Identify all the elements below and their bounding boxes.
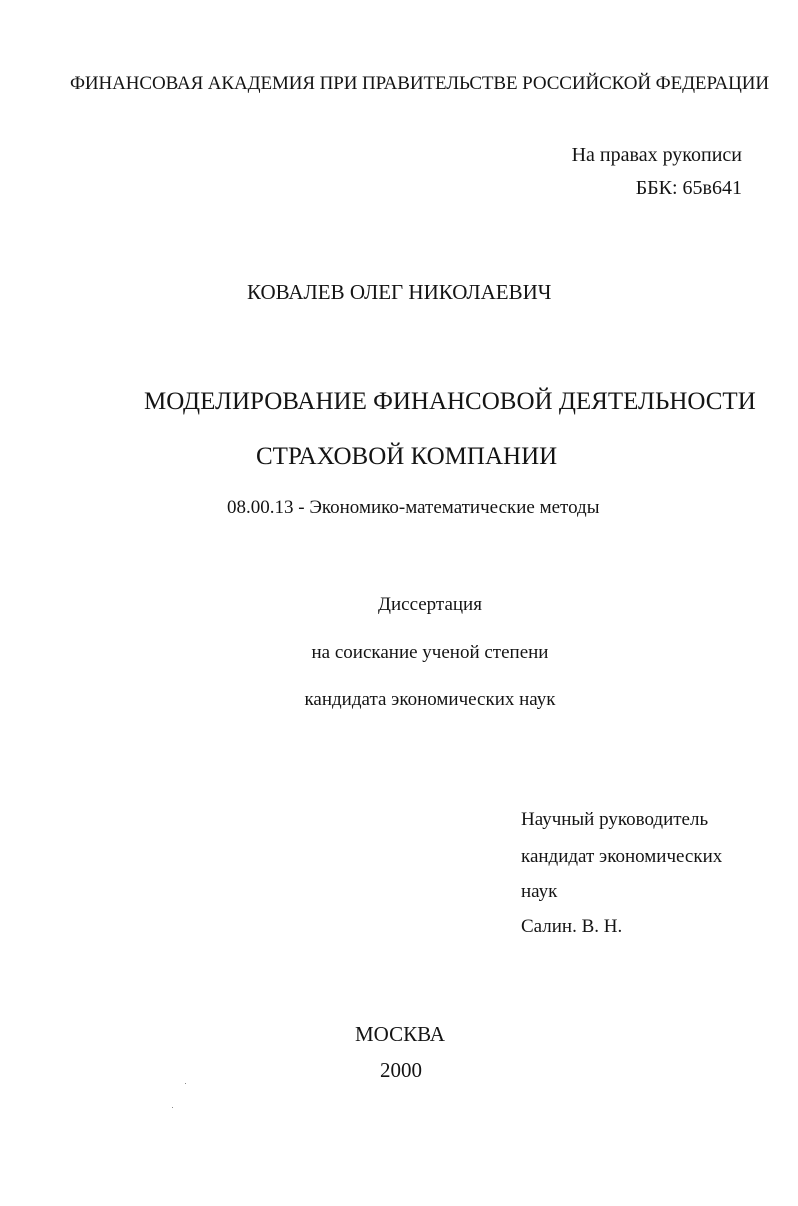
degree-line-1: на соискание ученой степени <box>311 642 549 663</box>
rights-note: На правах рукописи <box>571 144 742 166</box>
city: МОСКВА <box>355 1022 445 1046</box>
supervisor-line-1: Научный руководитель <box>521 809 709 830</box>
title-line-1: МОДЕЛИРОВАНИЕ ФИНАНСОВОЙ ДЕЯТЕЛЬНОСТИ <box>144 388 756 415</box>
degree-line-2: кандидата экономических наук <box>304 689 556 710</box>
supervisor-line-3: наук <box>521 881 558 902</box>
scan-speck <box>185 1083 186 1084</box>
specialty: 08.00.13 - Экономико-математические методы <box>227 497 600 518</box>
bbk-code: ББК: 65в641 <box>635 177 742 199</box>
title-line-2: СТРАХОВОЙ КОМПАНИИ <box>256 443 558 470</box>
author-name: КОВАЛЕВ ОЛЕГ НИКОЛАЕВИЧ <box>247 280 552 304</box>
supervisor-name: Салин. В. Н. <box>521 916 623 937</box>
year: 2000 <box>380 1058 422 1082</box>
work-type: Диссертация <box>378 594 482 615</box>
institution-name: ФИНАНСОВАЯ АКАДЕМИЯ ПРИ ПРАВИТЕЛЬСТВЕ РОССИЙСКОЙ ФЕДЕРАЦИИ <box>70 73 769 94</box>
scan-speck <box>172 1107 173 1108</box>
supervisor-line-2: кандидат экономических <box>521 846 723 867</box>
